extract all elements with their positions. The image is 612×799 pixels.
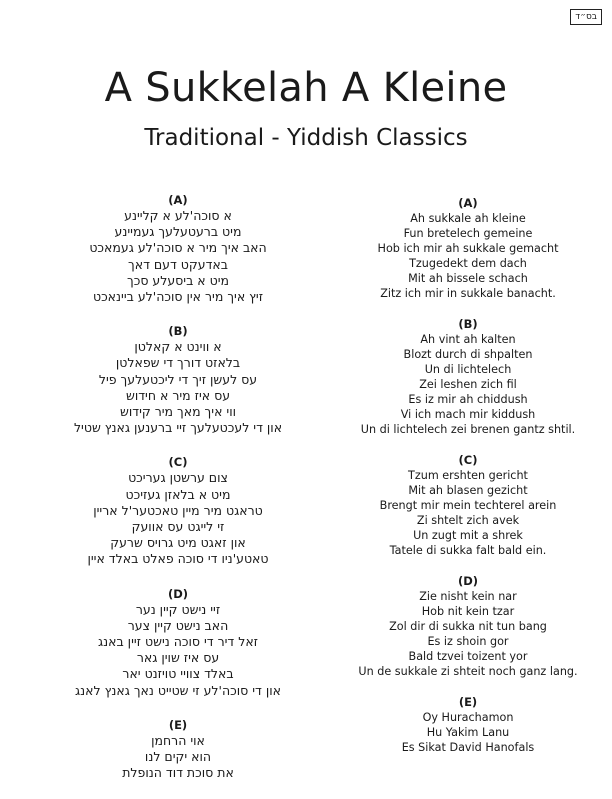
yiddish-line: און זאגט מיט גרויס שרעק <box>110 535 246 551</box>
yiddish-stanza-letter: (E) <box>168 717 188 732</box>
yiddish-line: טראגט מיר מיין טאכטער'ל אריין <box>93 502 263 518</box>
yiddish-line: האב איך מיר א סוכה'לע געמאכט <box>89 240 267 256</box>
yiddish-line: האב נישט קיין צער <box>127 617 229 633</box>
yiddish-line: בלאזט דורך די שפאלטן <box>115 355 241 371</box>
yiddish-line: טאטע'ניו די סוכה פאלט באלד איין <box>87 551 269 567</box>
transliteration-line: Mit ah bissele schach <box>408 272 528 285</box>
transliteration-line: Un zugt mit a shrek <box>413 529 523 542</box>
transliteration-line: Blozt durch di shpalten <box>403 348 533 361</box>
song-subtitle: Traditional - Yiddish Classics <box>144 125 468 151</box>
yiddish-stanza <box>38 586 318 699</box>
yiddish-line: באדעקט דעם דאך <box>128 256 228 272</box>
transliteration-stanza-letter: (E) <box>458 695 478 709</box>
transliteration-line: Zei leshen zich fil <box>419 378 517 391</box>
yiddish-stanza-letter: (C) <box>168 455 188 470</box>
transliteration-column <box>328 195 608 770</box>
transliteration-line: Mit ah blasen gezicht <box>408 484 528 497</box>
transliteration-line: Oy Hurachamon <box>422 711 514 724</box>
transliteration-line: Ah vint ah kalten <box>420 333 516 346</box>
transliteration-stanza-letter: (B) <box>458 317 478 331</box>
yiddish-line: ווי איך מאך מיר קידוש <box>119 404 236 420</box>
yiddish-stanza <box>38 192 318 305</box>
transliteration-stanza-letter: (D) <box>457 574 479 588</box>
transliteration-line: Zitz ich mir in sukkale banacht. <box>380 287 556 300</box>
transliteration-line: Un di lichtelech <box>424 363 512 376</box>
transliteration-stanza-letter: (C) <box>458 453 478 467</box>
yiddish-line: מיט א ביסעלע סכך <box>127 272 229 288</box>
yiddish-line: עס איז מיר א חידוש <box>125 387 231 403</box>
yiddish-line: און די לעכטעלעך זיי ברענען גאנץ שטיל <box>73 420 283 436</box>
transliteration-line: Vi ich mach mir kiddush <box>400 408 536 421</box>
bsd-label: בס״ד <box>570 9 602 25</box>
yiddish-stanza-letter: (D) <box>167 586 189 601</box>
yiddish-line: צום ערשטן געריכט <box>128 470 228 486</box>
yiddish-line: מיט ברעטעלעך געמיינע <box>114 224 242 240</box>
transliteration-stanza <box>328 452 608 558</box>
yiddish-line: זי לייגט עס אוועק <box>131 519 225 535</box>
yiddish-line: א ווינט א קאלטן <box>134 339 222 355</box>
yiddish-line: א סוכה'לע א קליינע <box>124 208 232 223</box>
transliteration-line: Zie nisht kein nar <box>419 590 517 603</box>
yiddish-line: זאל דיר די סוכה נישט זיין באנג <box>97 634 259 650</box>
transliteration-line: Fun bretelech gemeine <box>403 227 533 240</box>
transliteration-line: Tatele di sukka falt bald ein. <box>389 544 547 557</box>
yiddish-line: את סוכת דוד הנופלת <box>122 765 234 781</box>
yiddish-stanza-letter: (B) <box>168 324 188 339</box>
transliteration-line: Brengt mir mein techterel arein <box>379 499 557 512</box>
yiddish-line: זיץ איך מיר אין סוכה'לע ביינאכט <box>92 289 264 305</box>
transliteration-stanza <box>328 694 608 755</box>
transliteration-line: Bald tzvei toizent yor <box>408 650 528 663</box>
yiddish-line: מיט א בלאזן געזיכט <box>125 486 231 502</box>
transliteration-line: Hob nit kein tzar <box>421 605 515 618</box>
yiddish-line: באלד צוויי טויזנט יאר <box>122 666 234 682</box>
yiddish-line: זיי נישט קיין נער <box>135 601 221 617</box>
transliteration-line: Un de sukkale zi shteit noch ganz lang. <box>358 665 578 678</box>
yiddish-stanza <box>38 323 318 436</box>
yiddish-column <box>38 192 318 799</box>
transliteration-stanza <box>328 316 608 437</box>
transliteration-line: Hu Yakim Lanu <box>426 726 510 739</box>
transliteration-line: Es iz shoin gor <box>427 635 509 648</box>
yiddish-line: אוי הרחמן <box>151 732 205 748</box>
transliteration-stanza <box>328 573 608 679</box>
yiddish-line: הוא יקים לנו <box>144 749 212 765</box>
yiddish-stanza <box>38 717 318 782</box>
transliteration-stanza-letter: (A) <box>458 196 478 210</box>
yiddish-stanza <box>38 454 318 567</box>
transliteration-line: Ah sukkale ah kleine <box>410 212 526 225</box>
yiddish-line: און די סוכה'לע זי שטייט נאך גאנץ לאנג <box>75 682 281 698</box>
transliteration-line: Hob ich mir ah sukkale gemacht <box>377 242 559 255</box>
transliteration-stanza <box>328 195 608 301</box>
transliteration-line: Zol dir di sukka nit tun bang <box>389 620 547 633</box>
transliteration-line: Es iz mir ah chiddush <box>408 393 528 406</box>
transliteration-line: Tzum ershten gericht <box>408 469 528 482</box>
transliteration-line: Un di lichtelech zei brenen gantz shtil. <box>360 423 576 436</box>
transliteration-line: Tzugedekt dem dach <box>409 257 527 270</box>
transliteration-line: Zi shtelt zich avek <box>416 514 520 527</box>
song-title: A Sukkelah A Kleine <box>104 65 508 111</box>
transliteration-line: Es Sikat David Hanofals <box>401 741 535 754</box>
yiddish-stanza-letter: (A) <box>168 193 188 207</box>
yiddish-line: עס לעשן זיך די ליכטעלעך פיל <box>98 371 258 387</box>
yiddish-line: עס איז שוין גאר <box>136 650 220 666</box>
